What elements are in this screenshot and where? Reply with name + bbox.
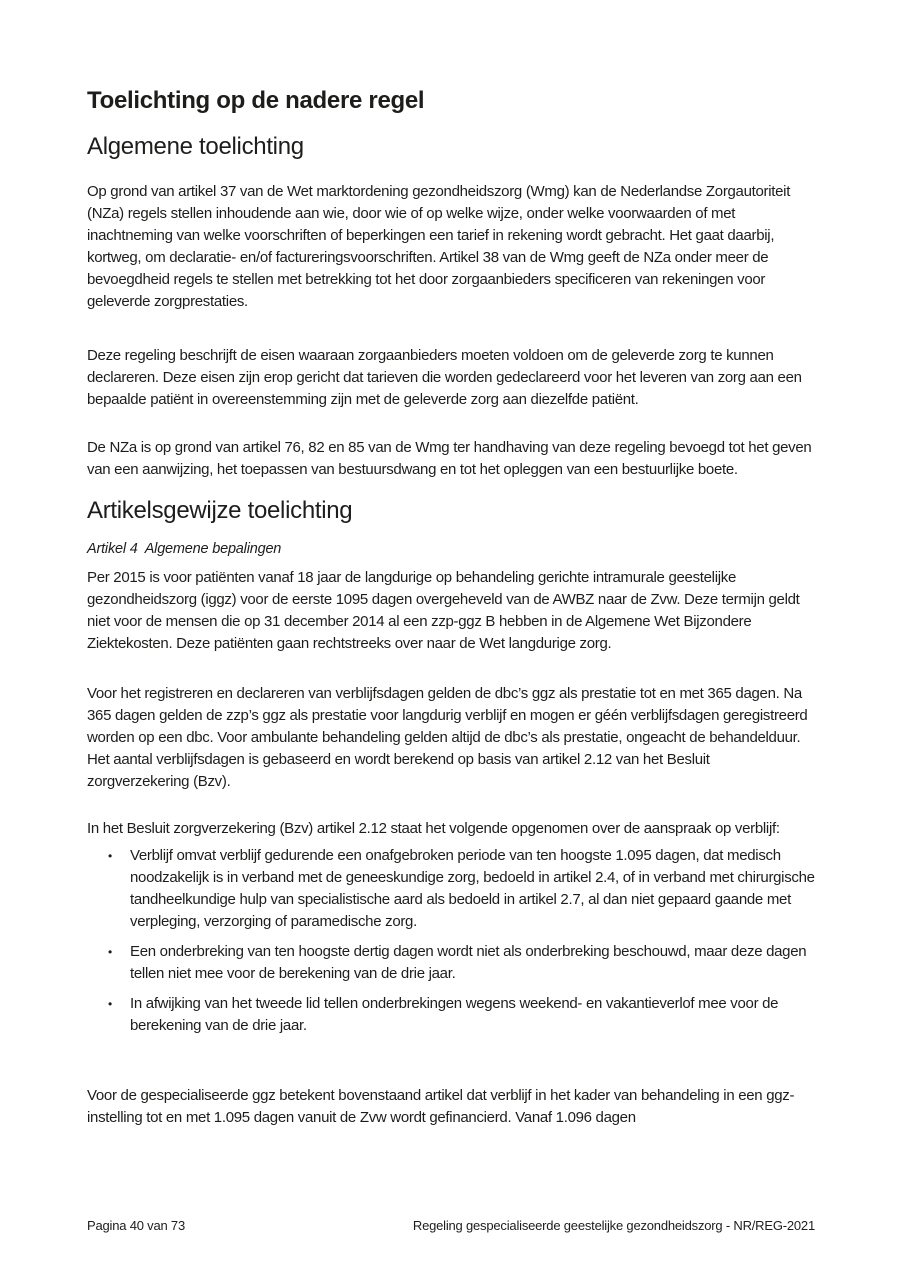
bullet-marker-icon: •	[108, 849, 112, 863]
paragraph-article-1: Per 2015 is voor patiënten vanaf 18 jaar de langdurige op behandeling gerichte intramurale geestelijke gezondheidszorg (iggz) voor de eerste 1095 dagen overgeheveld van de AWBZ naar de Zvw. Deze termijn geldt niet voor de mensen die op 31 december 2014 al een zzp-ggz B hebben in de Algemene Wet Bijzondere Ziektekosten. Deze patiënten gaan rechtstreeks over naar de Wet langdurige zorg.	[87, 569, 800, 652]
bullet-text-2: Een onderbreking van ten hoogste dertig dagen wordt niet als onderbreking beschouwd, maar deze dagen tellen niet mee voor de berekening van de drie jaar.	[130, 943, 807, 982]
section-heading-articles: Artikelsgewijze toelichting	[87, 497, 353, 524]
paragraph-article-2: Voor het registreren en declareren van verblijfsdagen gelden de dbc’s ggz als prestatie tot en met 365 dagen. Na 365 dagen gelden de zzp’s ggz als prestatie voor langdurig verblijf en mogen er géén verblijfsdagen geregistreerd worden op een dbc. Voor ambulante behandeling gelden altijd de dbc’s als prestatie, ongeacht de behandelduur. Het aantal verblijfsdagen is gebaseerd en wordt berekend op basis van artikel 2.12 van het Besluit zorgverzekering (Bzv).	[87, 685, 808, 790]
paragraph-article-3: In het Besluit zorgverzekering (Bzv) artikel 2.12 staat het volgende opgenomen over de aanspraak op verblijf:	[87, 820, 780, 837]
paragraph-general-1: Op grond van artikel 37 van de Wet marktordening gezondheidszorg (Wmg) kan de Nederlandse Zorgautoriteit (NZa) regels stellen inhoudende aan wie, door wie of op welke wijze, onder welke voorwaarden of met inachtneming van welke voorschriften of beperkingen een tarief in rekening wordt gebracht. Het gaat daarbij, kortweg, om declaratie- en/of factureringsvoorschriften. Artikel 38 van de Wmg geeft de NZa onder meer de bevoegdheid regels te stellen met betrekking tot het door zorgaanbieders specificeren van rekeningen voor geleverde zorgprestaties.	[87, 183, 791, 310]
document-title: Toelichting op de nadere regel	[87, 87, 425, 114]
article-subheading: Artikel 4 Algemene bepalingen	[87, 541, 282, 557]
bullet-text-3: In afwijking van het tweede lid tellen onderbrekingen wegens weekend- en vakantieverlof mee voor de berekening van de drie jaar.	[130, 995, 779, 1034]
bullet-item-3	[87, 993, 815, 1037]
bullet-marker-icon: •	[108, 997, 112, 1011]
bullet-text-1: Verblijf omvat verblijf gedurende een onafgebroken periode van ten hoogste 1.095 dagen, dat medisch noodzakelijk is in verband met de geneeskundige zorg, bedoeld in artikel 2.4, of in verband met chirurgische tandheelkundige hulp van specialistische aard als bedoeld in artikel 2.7, al dan niet gepaard gaande met verpleging, verzorging of paramedische zorg.	[130, 847, 815, 930]
paragraph-general-3: De NZa is op grond van artikel 76, 82 en 85 van de Wmg ter handhaving van deze regeling bevoegd tot het geven van een aanwijzing, het toepassen van bestuursdwang en tot het opleggen van een bestuurlijke boete.	[87, 439, 812, 478]
paragraph-article-closing: Voor de gespecialiseerde ggz betekent bovenstaand artikel dat verblijf in het kader van behandeling in een ggz-instelling tot en met 1.095 dagen vanuit de Zvw wordt gefinancierd. Vanaf 1.096 dagen	[87, 1087, 795, 1126]
bullet-item-2	[87, 941, 815, 985]
bullet-marker-icon: •	[108, 945, 112, 959]
footer-page-number: Pagina 40 van 73	[87, 1218, 185, 1233]
bullet-item-1	[87, 845, 815, 933]
section-heading-general: Algemene toelichting	[87, 133, 304, 160]
bullet-list	[87, 845, 815, 1037]
paragraph-general-2: Deze regeling beschrijft de eisen waaraan zorgaanbieders moeten voldoen om de geleverde zorg te kunnen declareren. Deze eisen zijn erop gericht dat tarieven die worden gedeclareerd voor het leveren van zorg aan een bepaalde patiënt in overeenstemming zijn met de geleverde zorg aan diezelfde patiënt.	[87, 347, 802, 408]
footer-document-reference: Regeling gespecialiseerde geestelijke gezondheidszorg - NR/REG-2021	[412, 1218, 815, 1233]
page-footer	[87, 1218, 815, 1234]
